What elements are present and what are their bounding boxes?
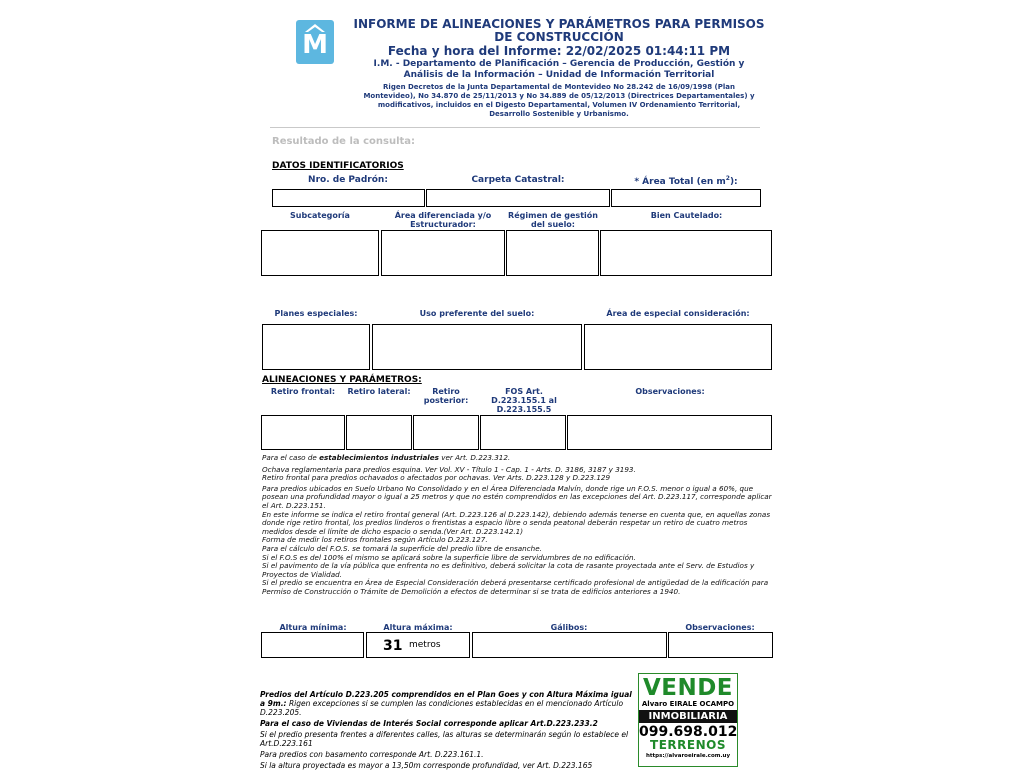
altura-minima-field (261, 632, 364, 658)
regimen-label: Régimen de gestión del suelo: (508, 211, 598, 229)
altura-minima-label: Altura mínima: (279, 623, 347, 632)
note-industrial-post: ver Art. D.223.312. (438, 453, 511, 462)
note-line: Retiro frontal para predios ochavados o afectados por ochavas. Ver Arts. D.223.128 y D.223.129 (262, 473, 611, 483)
altura-maxima-label: Altura máxima: (383, 623, 453, 632)
subcategoria-field (261, 230, 379, 276)
planes-label: Planes especiales: (274, 309, 358, 318)
footer-goes-bold: Predios del Artículo D.223.205 comprendidos en el Plan Goes y con Altura Máxima igual a 9m.: (260, 690, 632, 708)
altura-maxima-unit: metros (409, 640, 441, 650)
note-line: Para el cálculo del F.O.S. se tomará la superficie del predio libre de ensanche. (262, 543, 542, 553)
retiro-lateral-label: Retiro lateral: (347, 387, 411, 396)
area-diferenciada-label: Área diferenciada y/o Estructurador: (394, 211, 492, 229)
note-line: Si el pavimento de la vía pública que enfrenta no es definitivo, deberá solicitar la cota de rasante proyectada ante el Serv. de Estudios y Proyectos de Vialidad. (262, 561, 755, 579)
area-total-field (611, 189, 761, 207)
header-divider (270, 127, 760, 128)
padron-field (272, 189, 425, 207)
area-total-label (611, 174, 761, 187)
area-especial-field (584, 324, 772, 370)
regimen-field (506, 230, 599, 276)
sign-agent-name: Alvaro EIRALE OCAMPO (641, 700, 735, 708)
bien-cautelado-field (600, 230, 772, 276)
altura-maxima-field (366, 632, 470, 658)
footer-vis (260, 719, 632, 728)
planes-field (262, 324, 370, 370)
footer-profundidad: Si la altura proyectada es mayor a 13,50m corresponde profundidad, ver Art. D.223.165 (260, 761, 593, 770)
footer-notes (260, 690, 632, 772)
note-line: Forma de medir los retiros frontales según Artículo D.223.127. (262, 535, 488, 545)
note-line: Ochava reglamentaria para predios esquina. Ver Vol. XV - Título 1 - Cap. 1 - Arts. D. 3186, 3187 y 3193. (262, 464, 636, 474)
note-industrial-bold: establecimientos industriales (319, 453, 439, 462)
footer-goes-rest: Rigen excepciones si se cumplen las condiciones establecidas en el mencionado Artículo D.223.205. (260, 699, 624, 717)
sign-phone: 099.698.012 (639, 724, 738, 740)
result-label: Resultado de la consulta: (272, 136, 416, 147)
area-total-tail: ): (729, 177, 738, 187)
observaciones-field (567, 415, 772, 450)
area-diferenciada-field (381, 230, 505, 276)
note-line: Para predios ubicados en Suelo Urbano No Consolidado y en el Área Diferenciada Malvín, donde rige un F.O.S. menor o igual a 60%, que posean una profundidad mayor o igual a 25 metros y que no estén comprendidos en las excepciones del Art. D.223.117, corresponde aplicar el Art. D.223.151. (262, 483, 772, 510)
bien-cautelado-label: Bien Cautelado: (650, 211, 723, 220)
note-line: Si el predio se encuentra en Área de Especial Consideración deberá presentarse certificado profesional de antigüedad de la edificación para Permiso de Construcción o Trámite de Demolición a efectos de determinar si se trata de edificios anteriores a 1940. (262, 578, 769, 596)
observaciones-label: Observaciones: (635, 387, 705, 396)
sign-inmobiliaria: INMOBILIARIA (639, 710, 737, 723)
sign-vende: VENDE (642, 675, 734, 701)
uso-field (372, 324, 582, 370)
footer-goes (260, 690, 632, 717)
report-title: INFORME DE ALINEACIONES Y PARÁMETROS PARA PERMISOS DE CONSTRUCCIÓN (353, 17, 765, 44)
montevideo-logo (296, 20, 334, 64)
note-industrial (262, 454, 774, 463)
datos-section-title: DATOS IDENTIFICATORIOS (272, 161, 404, 171)
altura-maxima-value: 31 (383, 638, 403, 654)
subcategoria-label: Subcategoría (290, 211, 350, 220)
fos-label: FOS Art. D.223.155.1 al D.223.155.5 (491, 387, 557, 414)
department-line: I.M. - Departamento de Planificación – Gerencia de Producción, Gestión y Análisis de la Información – Unidad de Información Territorial (373, 59, 745, 80)
for-sale-sign (638, 673, 738, 767)
padron-label: Nro. de Padrón: (308, 175, 388, 185)
logo-letter: M (302, 30, 328, 60)
footer-basamento: Para predios con basamento corresponde Art. D.223.161.1. (260, 750, 484, 759)
retiro-posterior-field (413, 415, 479, 450)
notes-block (262, 454, 774, 597)
carpeta-field (426, 189, 610, 207)
alturas-observaciones-field (668, 632, 773, 658)
retiro-posterior-label: Retiro posterior: (423, 387, 469, 405)
sign-website: https://alvaroeirale.com.uy (645, 753, 731, 759)
alturas-observaciones-label: Observaciones: (685, 623, 755, 632)
retiro-frontal-label: Retiro frontal: (270, 387, 336, 396)
alineaciones-section-title: ALINEACIONES Y PARÁMETROS: (262, 375, 422, 385)
note-industrial-pre: Para el caso de (262, 453, 320, 462)
area-total-text: * Área Total (en m (634, 177, 726, 187)
carpeta-label: Carpeta Catastral: (471, 175, 565, 185)
uso-label: Uso preferente del suelo: (419, 309, 535, 318)
area-especial-label: Área de especial consideración: (606, 309, 750, 318)
galibos-label: Gálibos: (550, 623, 588, 632)
footer-vis-bold: Para el caso de Viviendas de Interés Social corresponde aplicar Art.D.223.233.2 (260, 719, 598, 728)
retiro-lateral-field (346, 415, 412, 450)
sign-terrenos: TERRENOS (650, 738, 726, 752)
fos-field (480, 415, 566, 450)
note-line: En este informe se indica el retiro frontal general (Art. D.223.126 al D.223.142), debiendo además tenerse en cuenta que, en aquellas zonas donde rige retiro frontal, los predios linderos o frentistas a espacio libre o senda peatonal deberán respetar un retiro de cuatro metros medidos desde el límite de dicho espacio o senda.(Ver Art. D.223.142.1) (262, 509, 771, 536)
retiro-frontal-field (261, 415, 345, 450)
galibos-field (472, 632, 667, 658)
note-line: Si el F.O.S es del 100% el mismo se aplicará sobre la superficie libre de servidumbres de no edificación. (262, 552, 636, 562)
area-total-sup: 2 (725, 175, 730, 182)
report-date: Fecha y hora del Informe: 22/02/2025 01:44:11 PM (387, 44, 731, 58)
footer-frentes: Si el predio presenta frentes a diferentes calles, las alturas se determinarán según lo establece el Art.D.223.161 (260, 730, 629, 748)
decrees-line: Rigen Decretos de la Junta Departamental de Montevideo No 28.242 de 16/09/1998 (Plan Montevideo), No 34.870 de 25/11/2013 y No 34.889 de 05/12/2013 (Directrices Departamentales) y modificativos, incluidos en el Digesto Departamental, Volumen IV Ordenamiento Territorial, Desarrollo Sostenible y Urbanismo. (363, 83, 755, 118)
